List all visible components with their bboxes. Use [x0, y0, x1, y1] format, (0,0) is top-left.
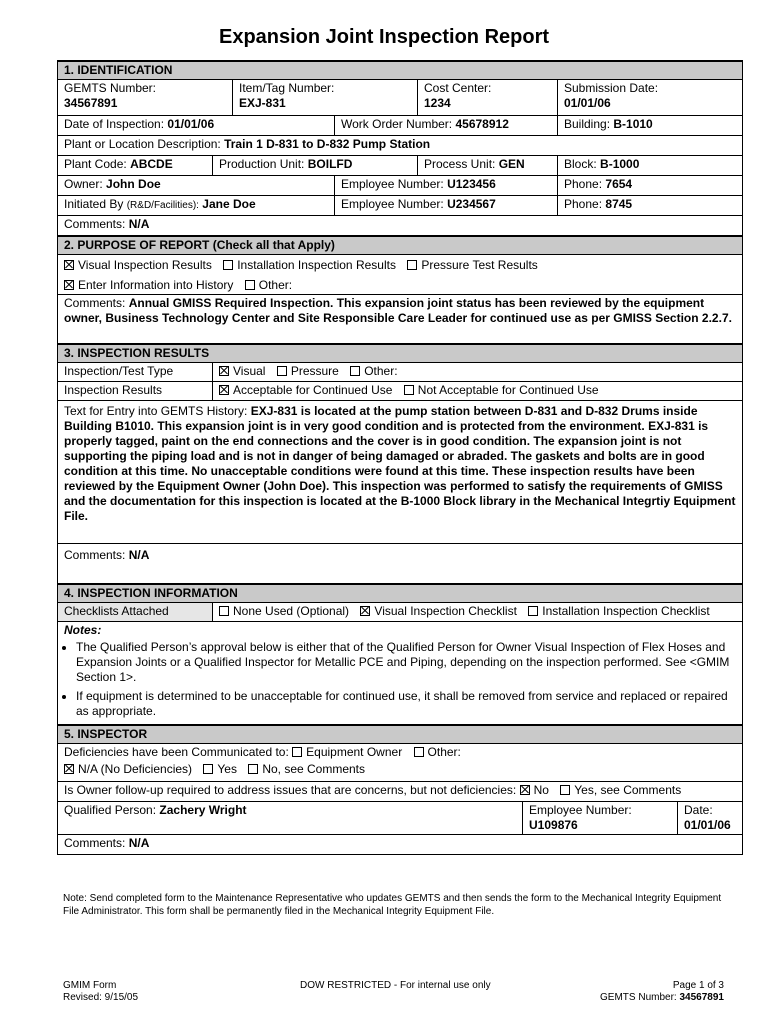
section-inspector-header: 5. INSPECTOR [58, 725, 743, 744]
date-of-inspection-cell[interactable] [58, 116, 335, 136]
initiated-by-sublabel: (R&D/Facilities): [126, 200, 199, 211]
qp-date-value: 01/01/06 [684, 817, 731, 832]
checklists-attached-label: Checklists Attached [58, 602, 213, 621]
owner-phone-value: 7654 [605, 177, 633, 191]
initiator-employee-number-value: U234567 [447, 197, 496, 211]
initiator-employee-number-cell[interactable] [335, 196, 558, 216]
production-unit-value: BOILFD [307, 157, 353, 171]
footer-restricted: DOW RESTRICTED - For internal use only [300, 980, 491, 991]
production-unit-cell[interactable] [213, 156, 418, 176]
result-acceptable-checkbox[interactable] [219, 385, 229, 395]
qualified-person-label: Qualified Person: [64, 802, 157, 817]
date-of-inspection-label: Date of Inspection: [64, 117, 165, 131]
section-purpose-header: 2. PURPOSE OF REPORT (Check all that Apply) [58, 236, 743, 255]
purpose-pressure-label: Pressure Test Results [421, 257, 538, 272]
footer-page-number: Page 1 of 3 [672, 980, 724, 991]
result-acceptable-option[interactable] [219, 383, 392, 397]
qualified-person-value: Zachery Wright [159, 802, 247, 817]
followup-cell [58, 781, 743, 801]
work-order-value: 45678912 [455, 117, 509, 131]
type-other-checkbox[interactable] [350, 366, 360, 376]
purpose-visual-label: Visual Inspection Results [78, 257, 212, 272]
initiator-employee-number-label: Employee Number: [341, 197, 444, 211]
purpose-history-option[interactable] [64, 278, 233, 292]
plant-location-value: Train 1 D-831 to D-832 Pump Station [224, 137, 431, 151]
purpose-visual-checkbox[interactable] [64, 260, 74, 270]
purpose-history-label: Enter Information into History [78, 277, 234, 292]
submission-date-value: 01/01/06 [564, 96, 611, 110]
purpose-comments-value: Annual GMISS Required Inspection. This expansion joint status has been reviewed by the equipment owner, Business Technology Center and Site Responsible Care Leader for continued use as per GMISS Section 2.2.7. [64, 295, 732, 325]
inspection-type-label: Inspection/Test Type [58, 363, 213, 382]
item-tag-cell[interactable] [233, 80, 418, 116]
checklist-none-label: None Used (Optional) [233, 603, 350, 618]
building-cell[interactable] [558, 116, 743, 136]
section-results-header: 3. INSPECTION RESULTS [58, 344, 743, 363]
checklists-options [213, 602, 743, 621]
qualified-person-cell[interactable] [58, 801, 523, 834]
initiated-by-label: Initiated By [64, 197, 124, 211]
followup-no-label: No [533, 782, 549, 797]
result-not-acceptable-option[interactable] [404, 383, 599, 397]
plant-code-value: ABCDE [130, 157, 173, 171]
checklist-install-label: Installation Inspection Checklist [542, 603, 710, 618]
checklist-visual-label: Visual Inspection Checklist [374, 603, 517, 618]
process-unit-cell[interactable] [418, 156, 558, 176]
inspector-comments-label: Comments: [64, 835, 126, 850]
submission-date-cell[interactable] [558, 80, 743, 116]
def-no-checkbox[interactable] [248, 764, 258, 774]
building-value: B-1010 [613, 117, 653, 131]
gemts-number-value: 34567891 [64, 96, 118, 110]
block-label: Block: [564, 157, 597, 171]
purpose-install-checkbox[interactable] [223, 260, 233, 270]
block-cell[interactable] [558, 156, 743, 176]
process-unit-value: GEN [498, 157, 525, 171]
followup-no-option[interactable] [520, 783, 549, 797]
def-yes-option[interactable] [203, 762, 237, 776]
gemts-history-label: Text for Entry into GEMTS History: [64, 404, 248, 418]
submission-note: Note: Send completed form to the Maintenance Representative who updates GEMTS and then sends the form to the Mechanical Integrity Equipment File Administrator. This form shall be permanently filed in the Mechanical Integrity Equipment File. [63, 893, 722, 917]
purpose-comments-cell[interactable] [58, 294, 743, 344]
def-na-checkbox[interactable] [64, 764, 74, 774]
results-comments-label: Comments: [64, 548, 126, 562]
owner-cell[interactable] [58, 176, 335, 196]
purpose-visual-option[interactable] [64, 258, 212, 272]
owner-employee-number-value: U123456 [447, 177, 496, 191]
deficiencies-label: Deficiencies have been Communicated to: [64, 744, 289, 759]
qp-date-label: Date: [684, 802, 713, 817]
def-yes-label: Yes [217, 761, 237, 776]
def-yes-checkbox[interactable] [203, 764, 213, 774]
result-not-acceptable-label: Not Acceptable for Continued Use [417, 383, 599, 397]
purpose-comments-label: Comments: [64, 295, 126, 310]
qp-employee-number-value: U109876 [529, 817, 578, 832]
gemts-number-label: GEMTS Number: [64, 81, 157, 95]
footer-revised: Revised: 9/15/05 [63, 992, 139, 1003]
gemts-history-text: EXJ-831 is located at the pump station between D-831 and D-832 Drums inside Building B1010. This expansion joint is in very good condition and is protected from the environment. EXJ-831 is properly tagged, paint on the end connections and the cover is in good condition. The expansion joint is not supporting the piping load and is not in danger of being damaged or abraded. The gaskets and bolts are in good condition at this time. No unacceptable conditions were found at this time. These inspection results have been reviewed by the Equipment Owner (John Doe). This inspection was performed to satisfy the requirements of GMISS and the documentation for this inspection is located at the B-1000 Block library in the Mechanical Integrtiy Equipment File. [64, 404, 736, 523]
notes-list [64, 640, 736, 719]
inspection-results-options [213, 382, 743, 401]
work-order-cell[interactable] [335, 116, 558, 136]
type-pressure-checkbox[interactable] [277, 366, 287, 376]
submission-date-label: Submission Date: [564, 81, 659, 95]
checklist-none-option[interactable] [219, 604, 349, 618]
footer-right [600, 980, 724, 1004]
owner-label: Owner: [64, 177, 103, 191]
page-title: Expansion Joint Inspection Report [218, 26, 550, 48]
identification-comments-label: Comments: [64, 217, 126, 231]
initiator-phone-cell[interactable] [558, 196, 743, 216]
plant-location-cell[interactable] [58, 136, 743, 156]
type-pressure-option[interactable] [277, 364, 339, 378]
purpose-install-label: Installation Inspection Results [237, 257, 396, 272]
def-no-option[interactable] [248, 762, 365, 776]
def-other-checkbox[interactable] [414, 747, 424, 757]
cost-center-value: 1234 [424, 96, 451, 110]
section-information-header: 4. INSPECTION INFORMATION [58, 584, 743, 603]
initiated-by-cell[interactable] [58, 196, 335, 216]
purpose-other-label: Other: [258, 277, 293, 292]
purpose-install-option[interactable] [223, 258, 396, 272]
plant-code-cell[interactable] [58, 156, 213, 176]
def-other-label: Other: [427, 744, 461, 759]
def-no-label: No, see Comments [262, 761, 366, 776]
inspection-type-options [213, 363, 743, 382]
purpose-pressure-checkbox[interactable] [407, 260, 417, 270]
results-comments-cell[interactable] [58, 544, 743, 584]
type-visual-label: Visual [233, 364, 266, 378]
block-value: B-1000 [600, 157, 640, 171]
checklist-install-checkbox[interactable] [528, 606, 538, 616]
results-comments-value: N/A [128, 548, 150, 562]
work-order-label: Work Order Number: [341, 117, 453, 131]
def-other-option[interactable] [414, 745, 461, 759]
item-tag-label: Item/Tag Number: [239, 81, 335, 95]
purpose-other-option[interactable] [245, 278, 292, 292]
purpose-options-cell [58, 254, 743, 294]
notes-label: Notes: [64, 622, 102, 637]
def-owner-checkbox[interactable] [292, 747, 302, 757]
def-owner-label: Equipment Owner [306, 744, 403, 759]
checklist-visual-option[interactable] [360, 604, 517, 618]
owner-employee-number-cell[interactable] [335, 176, 558, 196]
qp-employee-number-cell[interactable] [523, 801, 678, 834]
qp-employee-number-label: Employee Number: [529, 802, 632, 817]
purpose-other-checkbox[interactable] [245, 280, 255, 290]
footer-form-name: GMIM Form [63, 980, 117, 991]
followup-yes-option[interactable] [560, 783, 681, 797]
inspector-comments-cell[interactable] [58, 834, 743, 854]
type-pressure-label: Pressure [290, 364, 339, 378]
section-identification-header: 1. IDENTIFICATION [58, 61, 743, 80]
initiated-by-value: Jane Doe [202, 197, 256, 211]
inspection-results-label: Inspection Results [58, 382, 213, 401]
date-of-inspection-value: 01/01/06 [167, 117, 215, 131]
type-visual-checkbox[interactable] [219, 366, 229, 376]
footer-gemts-label: GEMTS Number: [600, 992, 677, 1003]
footer-left [63, 980, 138, 1004]
item-tag-value: EXJ-831 [239, 96, 286, 110]
identification-comments-value: N/A [128, 217, 150, 231]
initiator-phone-value: 8745 [605, 197, 633, 211]
inspector-comments-value: N/A [128, 835, 150, 850]
note-item-unacceptable-equipment: • If equipment is determined to be unacceptable for continued use, it shall be removed from service and replaced or repaired as appropriate. [76, 689, 736, 719]
owner-phone-cell[interactable] [558, 176, 743, 196]
production-unit-label: Production Unit: [219, 157, 305, 171]
plant-code-label: Plant Code: [64, 157, 127, 171]
footer-gemts-value: 34567891 [679, 992, 724, 1003]
result-not-acceptable-checkbox[interactable] [404, 385, 414, 395]
type-other-option[interactable] [350, 364, 397, 378]
def-na-label: N/A (No Deficiencies) [78, 761, 193, 776]
plant-location-label: Plant or Location Description: [64, 137, 221, 151]
followup-yes-checkbox[interactable] [560, 785, 570, 795]
type-visual-option[interactable] [219, 364, 265, 378]
def-owner-option[interactable] [292, 745, 402, 759]
inspection-form [57, 60, 743, 855]
owner-employee-number-label: Employee Number: [341, 177, 444, 191]
cost-center-cell[interactable] [418, 80, 558, 116]
owner-phone-label: Phone: [564, 177, 603, 191]
qp-date-cell[interactable] [678, 801, 743, 834]
checklist-install-option[interactable] [528, 604, 709, 618]
checklist-visual-checkbox[interactable] [360, 606, 370, 616]
deficiencies-cell [58, 743, 743, 781]
note-item-qualified-person: • The Qualified Person’s approval below is either that of the Qualified Person for Owner Visual Inspection of Flex Hoses and Expansion Joints or a Qualified Inspector for Metallic PCE and Piping, depending on the inspection performed. See <GMIM Section 1>. [76, 640, 736, 685]
gemts-history-cell[interactable] [58, 401, 743, 544]
building-label: Building: [564, 117, 611, 131]
followup-yes-label: Yes, see Comments [574, 782, 682, 797]
result-acceptable-label: Acceptable for Continued Use [233, 383, 393, 397]
footer-gemts [600, 992, 724, 1004]
purpose-pressure-option[interactable] [407, 258, 538, 272]
identification-comments-cell[interactable] [58, 216, 743, 236]
purpose-history-checkbox[interactable] [64, 280, 74, 290]
def-na-option[interactable] [64, 762, 192, 776]
cost-center-label: Cost Center: [424, 81, 492, 95]
checklist-none-checkbox[interactable] [219, 606, 229, 616]
initiator-phone-label: Phone: [564, 197, 603, 211]
process-unit-label: Process Unit: [424, 157, 496, 171]
owner-value: John Doe [106, 177, 161, 191]
followup-label: Is Owner follow-up required to address issues that are concerns, but not deficiencies: [64, 782, 517, 797]
notes-cell [58, 621, 743, 725]
gemts-number-cell[interactable] [58, 80, 233, 116]
type-other-label: Other: [364, 364, 398, 378]
followup-no-checkbox[interactable] [520, 785, 530, 795]
